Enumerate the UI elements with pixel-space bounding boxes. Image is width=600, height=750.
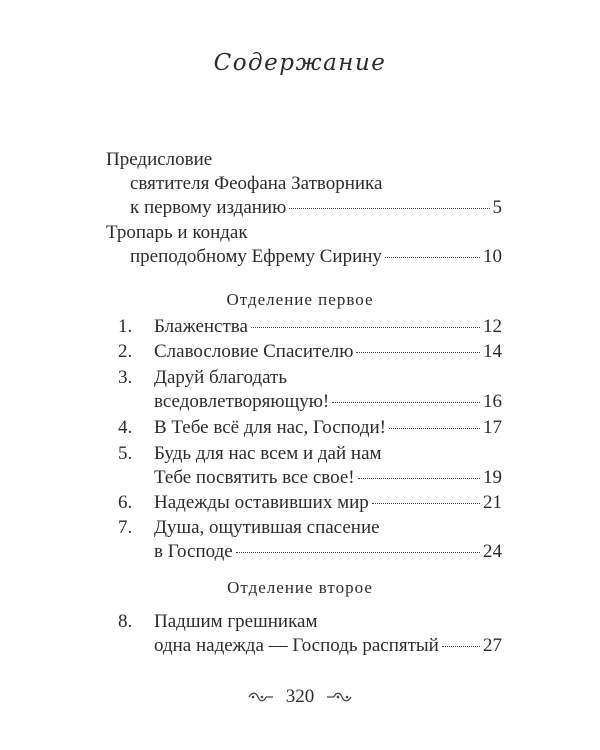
entry-number: 5. <box>118 443 133 464</box>
toc-entry: В Тебе всё для нас, Господи! 17 <box>154 417 502 438</box>
dot-leader <box>389 428 480 429</box>
entry-number: 1. <box>118 316 133 337</box>
dot-leader <box>251 327 480 328</box>
section-heading: Отделение второе <box>227 578 373 597</box>
toc-entry-preface-line-3: к первому изданию 5 <box>130 197 502 218</box>
ornament-left-icon <box>248 691 274 703</box>
toc-entry: Надежды оставивших мир 21 <box>154 492 502 513</box>
entry-number: 2. <box>118 341 133 362</box>
page-footer <box>0 686 600 708</box>
toc-entry-continued: вседовлетворяющую! 16 <box>154 391 502 412</box>
toc-entry: Блаженства 12 <box>154 316 502 337</box>
dot-leader <box>385 257 480 258</box>
dot-leader <box>442 646 480 647</box>
dot-leader <box>289 208 489 209</box>
page-ref: 27 <box>483 635 502 656</box>
toc-entry-preface-line-2: святителя Феофана Затворника <box>130 173 383 194</box>
toc-entry-troparion-line-1: Тропарь и кондак <box>106 222 248 243</box>
entry-number: 3. <box>118 367 133 388</box>
page-ref: 5 <box>492 197 502 218</box>
dot-leader <box>358 478 480 479</box>
toc-entry-continued: одна надежда — Господь распятый 27 <box>154 635 502 656</box>
page-ref: 24 <box>483 541 502 562</box>
toc-entry-preface-line-1: Предисловие <box>106 149 213 170</box>
toc-entry: Душа, ощутившая спасение <box>154 517 380 538</box>
toc-entry: Славословие Спасителю 14 <box>154 341 502 362</box>
page-ref: 16 <box>483 391 502 412</box>
page-ref: 14 <box>483 341 502 362</box>
dot-leader <box>236 552 480 553</box>
section-heading: Отделение первое <box>226 290 374 309</box>
ornament-right-icon <box>326 691 352 703</box>
page-ref: 21 <box>483 492 502 513</box>
entry-number: 4. <box>118 417 133 438</box>
page-ref: 10 <box>483 246 502 267</box>
page-number: 320 <box>285 686 315 707</box>
dot-leader <box>372 503 480 504</box>
toc-entry: Падшим грешникам <box>154 611 318 632</box>
page-ref: 12 <box>483 316 502 337</box>
toc-entry: Будь для нас всем и дай нам <box>154 443 382 464</box>
toc-entry-troparion-line-2: преподобному Ефрему Сирину 10 <box>130 246 502 267</box>
toc-entry: Даруй благодать <box>154 367 288 388</box>
page-ref: 19 <box>483 467 502 488</box>
toc-entry-continued: в Господе 24 <box>154 541 502 562</box>
dot-leader <box>356 352 480 353</box>
page-title: Содержание <box>213 50 387 76</box>
dot-leader <box>332 402 480 403</box>
entry-number: 6. <box>118 492 133 513</box>
entry-number: 8. <box>118 611 133 632</box>
page-ref: 17 <box>483 417 502 438</box>
entry-number: 7. <box>118 517 133 538</box>
toc-entry-continued: Тебе посвятить все свое! 19 <box>154 467 502 488</box>
